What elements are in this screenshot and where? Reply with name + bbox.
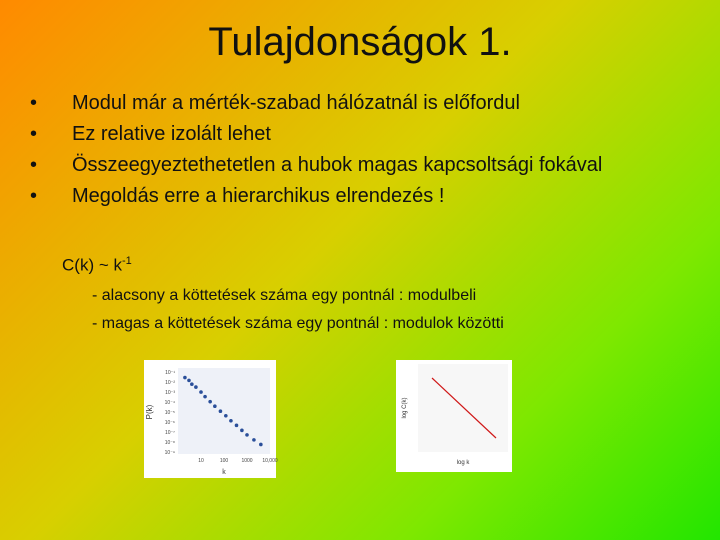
data-point: [235, 424, 239, 428]
x-axis-label: log k: [456, 460, 470, 466]
bullet-marker: •: [30, 92, 38, 114]
data-point: [229, 419, 233, 423]
subpoint-text: - magas a köttetések száma egy pontnál : modulok közötti: [92, 315, 504, 332]
data-point: [190, 382, 194, 386]
bullet-marker: •: [30, 185, 38, 207]
bullet-item: [30, 183, 700, 209]
degree-distribution-chart: [144, 360, 276, 478]
plot-area: [418, 364, 508, 452]
data-point: [240, 429, 244, 433]
data-point: [224, 414, 228, 418]
bullet-text: Összeegyeztethetetlen a hubok magas kapcsoltsági fokával: [72, 154, 603, 176]
y-axis-label: P(k): [145, 404, 154, 420]
degree-distribution-svg: [144, 360, 276, 478]
data-point: [194, 385, 198, 389]
data-point: [208, 400, 212, 404]
clustering-coefficient-chart: [396, 360, 512, 472]
y-tick-label: 10⁻²: [165, 380, 175, 386]
y-tick-label: 10⁻³: [165, 390, 175, 396]
clustering-coefficient-svg: [396, 360, 512, 472]
bullet-text: Modul már a mérték-szabad hálózatnál is előfordul: [72, 92, 520, 114]
y-tick-label: 10⁻⁹: [164, 450, 175, 456]
y-tick-label: 10⁻⁷: [164, 430, 175, 436]
data-point: [245, 433, 249, 437]
y-tick-label: 10⁻⁴: [164, 400, 175, 406]
x-tick-label: 10,000: [262, 458, 278, 464]
bullet-text: Ez relative izolált lehet: [72, 123, 271, 145]
data-point: [259, 443, 263, 447]
bullet-marker: •: [30, 123, 38, 145]
data-point: [183, 376, 187, 380]
bullet-list: [30, 90, 700, 214]
bullet-item: [30, 152, 700, 178]
y-tick-label: 10⁻⁶: [164, 420, 175, 426]
formula: [62, 255, 132, 276]
slide-title: Tulajdonságok 1.: [208, 20, 512, 64]
y-axis-label: log C(k): [402, 397, 408, 419]
y-tick-label: 10⁻⁵: [164, 410, 175, 416]
data-point: [199, 390, 203, 394]
data-point: [203, 395, 207, 399]
y-tick-label: 10⁻¹: [165, 370, 175, 376]
y-tick-label: 10⁻⁸: [164, 440, 175, 446]
data-point: [187, 379, 191, 383]
x-tick-label: 100: [219, 458, 229, 464]
plot-area: [178, 368, 270, 454]
x-axis-label: k: [222, 469, 226, 476]
data-point: [252, 438, 256, 442]
subpoint-text: - alacsony a köttetések száma egy pontnál : modulbeli: [92, 287, 477, 304]
x-tick-label: 10: [198, 458, 204, 464]
data-point: [213, 404, 217, 408]
formula-base: C(k) ~ k: [62, 255, 122, 275]
x-tick-label: 1000: [241, 458, 253, 464]
bullet-item: [30, 90, 700, 116]
data-point: [219, 409, 223, 413]
formula-exponent: -1: [121, 255, 132, 267]
bullet-item: [30, 121, 700, 147]
bullet-marker: •: [30, 154, 38, 176]
bullet-text: Megoldás erre a hierarchikus elrendezés !: [72, 185, 445, 207]
